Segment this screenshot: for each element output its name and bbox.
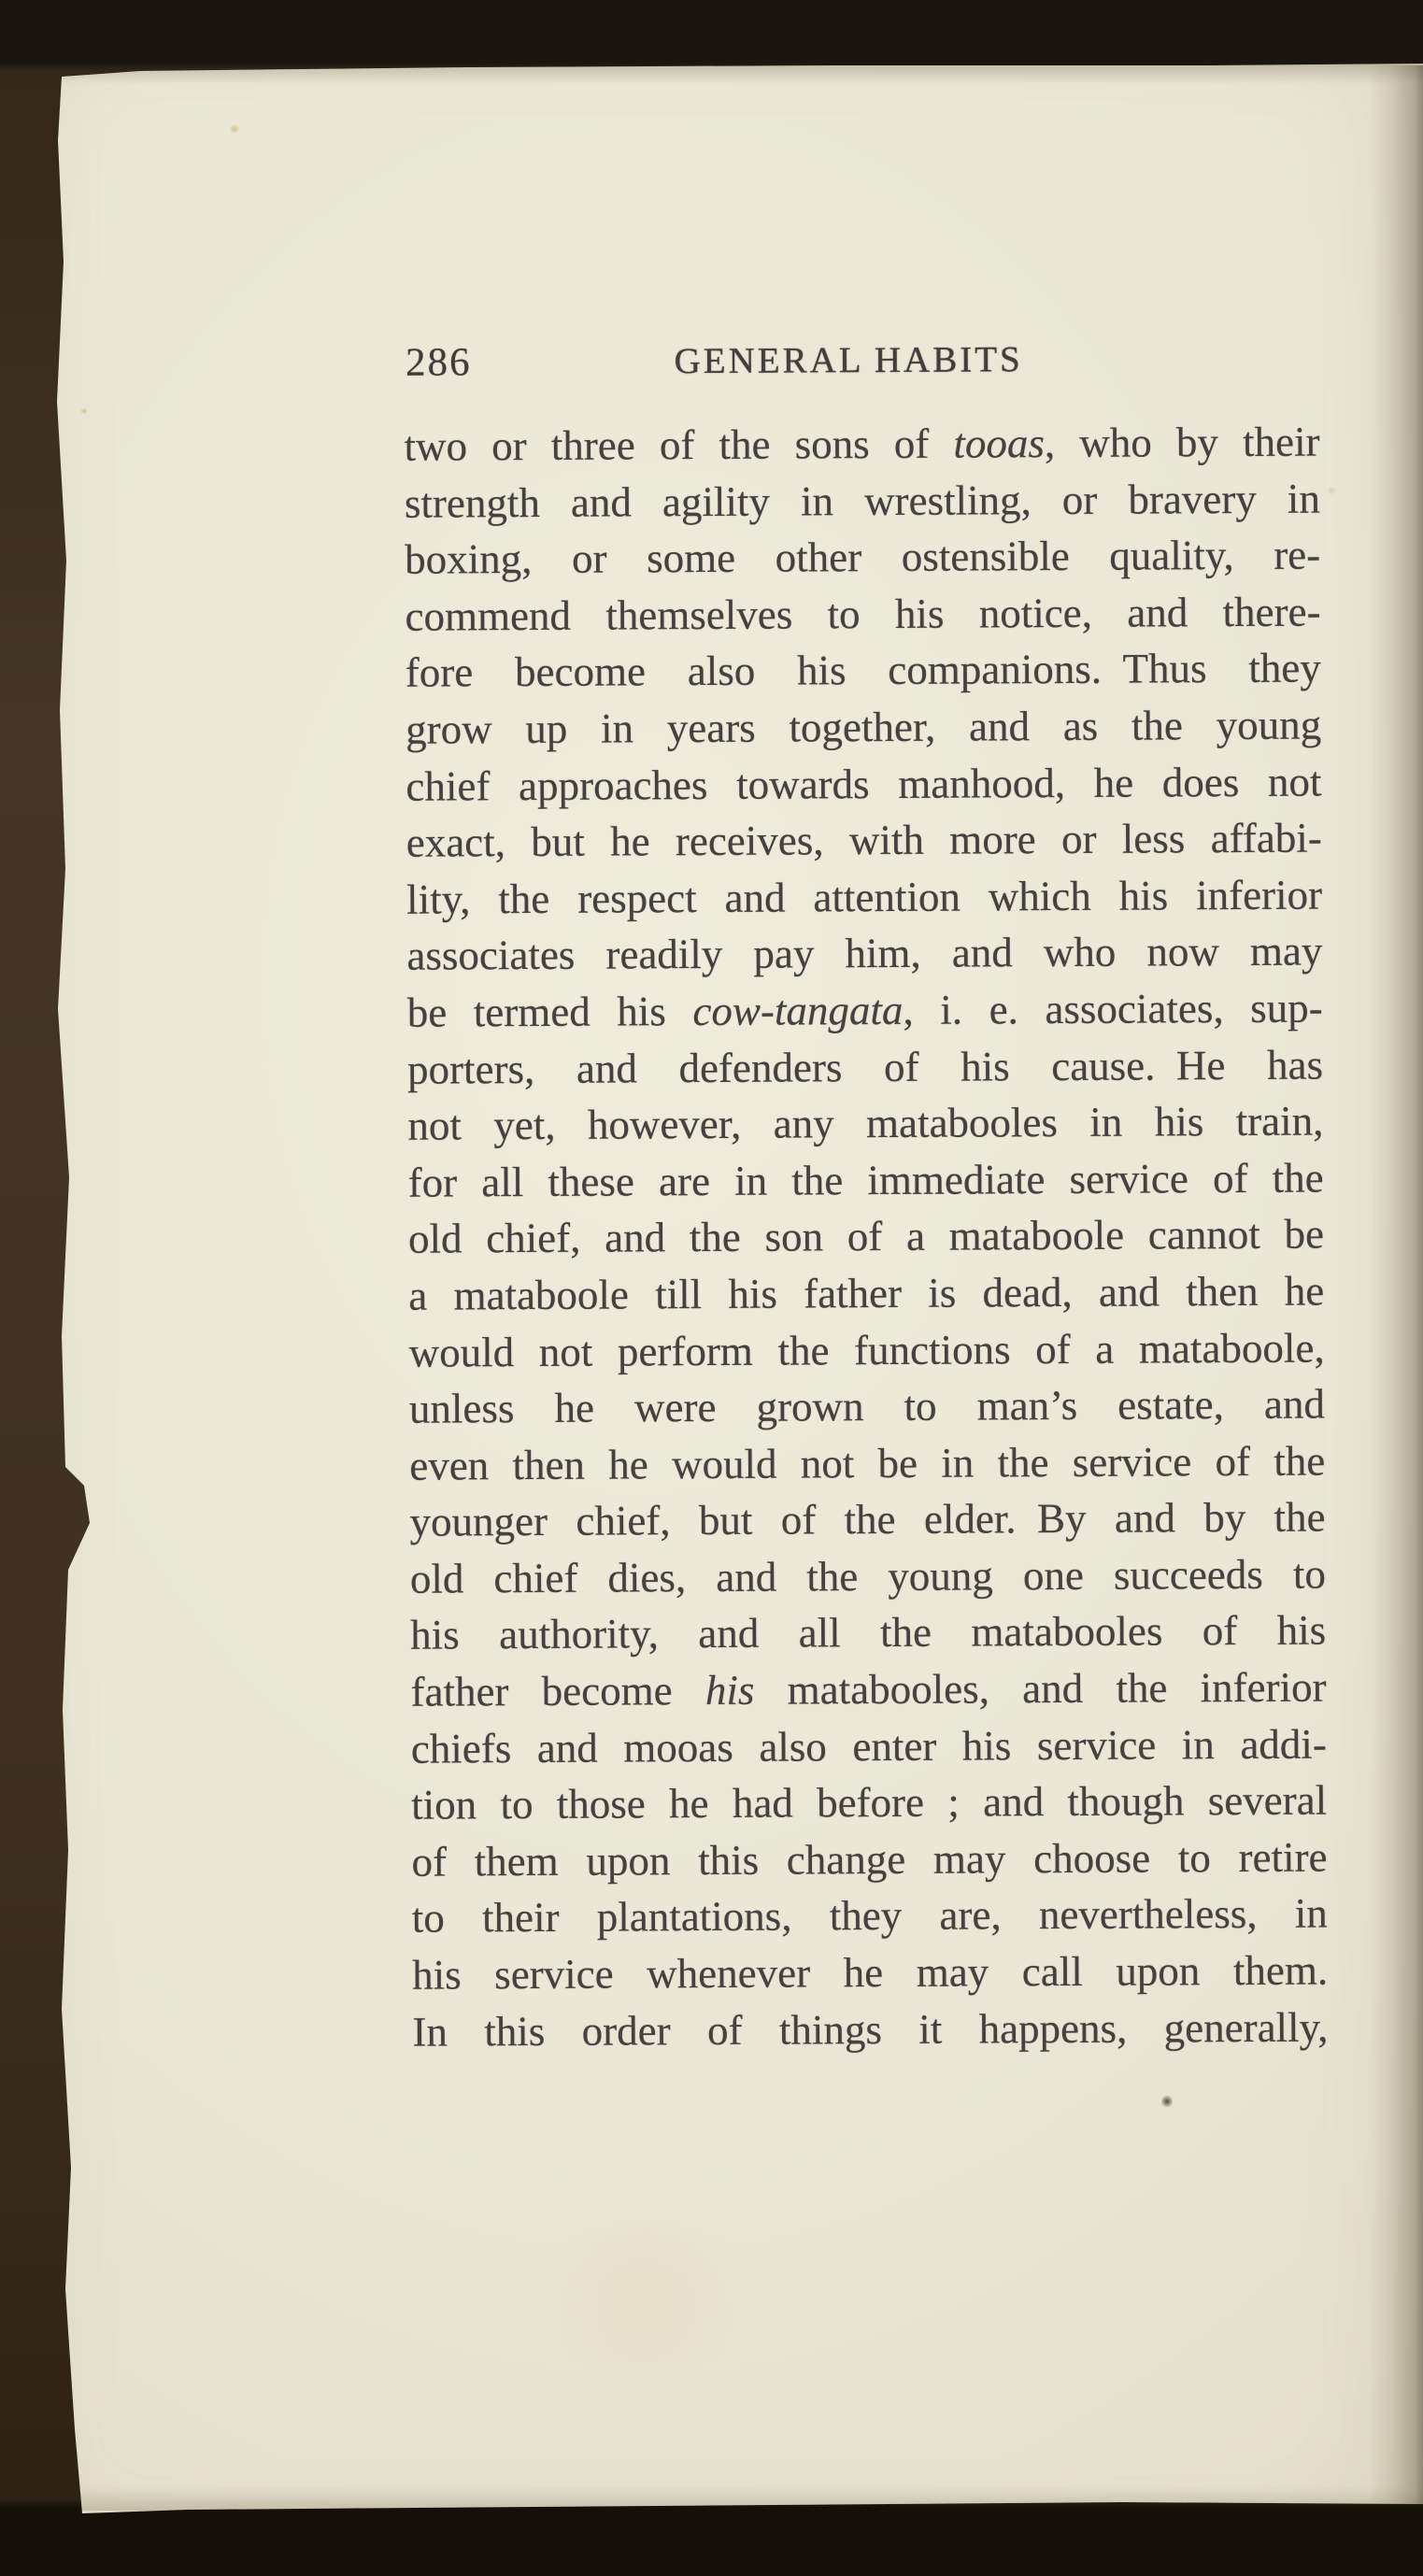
text-line: fore become also his companions. Thus they (405, 644, 1321, 697)
text-line: old chief, and the son of a mataboole cannot be (407, 1210, 1325, 1263)
page-number: 286 (405, 340, 472, 385)
text-line: two or three of the sons of tooas, who by their (404, 418, 1320, 470)
text-line: porters, and defenders of his cause. He has (406, 1041, 1324, 1093)
text-line: for all these are in the immediate service of the (407, 1154, 1324, 1206)
text-line: associates readily pay him, and who now may (406, 927, 1323, 980)
text-line: his service whenever he may call upon them. (412, 1946, 1329, 1999)
text-line: old chief dies, and the young one succeeds to (409, 1550, 1327, 1602)
text-line: exact, but he receives, with more or less affabi- (406, 814, 1322, 866)
text-line: a mataboole till his father is dead, and then he (408, 1267, 1325, 1319)
text-line: chiefs and mooas also enter his service in addi- (410, 1720, 1327, 1772)
text-line: chief approaches towards manhood, he does not (406, 758, 1322, 810)
text-line: of them upon this change may choose to retire (411, 1833, 1328, 1886)
page-text (404, 414, 1328, 2060)
text-line: his authority, and all the matabooles of his (410, 1607, 1327, 1659)
text-line: tion to those he had before ; and though several (411, 1776, 1328, 1829)
text-line: strength and agility in wrestling, or bravery in (404, 475, 1321, 527)
text-line: In this order of things it happens, generally, (412, 2003, 1329, 2056)
text-line: younger chief, but of the elder. By and by the (409, 1493, 1326, 1545)
text-line: be termed his cow-tangata, i. e. associates, sup- (406, 984, 1323, 1036)
text-line: lity, the respect and attention which his inferior (406, 871, 1323, 923)
text-line: not yet, however, any matabooles in his train, (407, 1097, 1324, 1149)
text-line: would not perform the functions of a mataboole, (408, 1324, 1325, 1376)
text-line: father become his matabooles, and the inferior (410, 1663, 1327, 1715)
text-line: unless he were grown to man’s estate, and (408, 1380, 1326, 1432)
running-header-title: GENERAL HABITS (674, 339, 1023, 382)
text-line: commend themselves to his notice, and there- (405, 588, 1321, 640)
text-line: boxing, or some other ostensible quality, re- (405, 531, 1321, 583)
running-header-row (404, 332, 1319, 391)
text-line: to their plantations, they are, nevertheless, in (411, 1889, 1328, 1943)
text-line: grow up in years together, and as the young (406, 701, 1322, 753)
text-line: even then he would not be in the service of the (409, 1437, 1326, 1489)
